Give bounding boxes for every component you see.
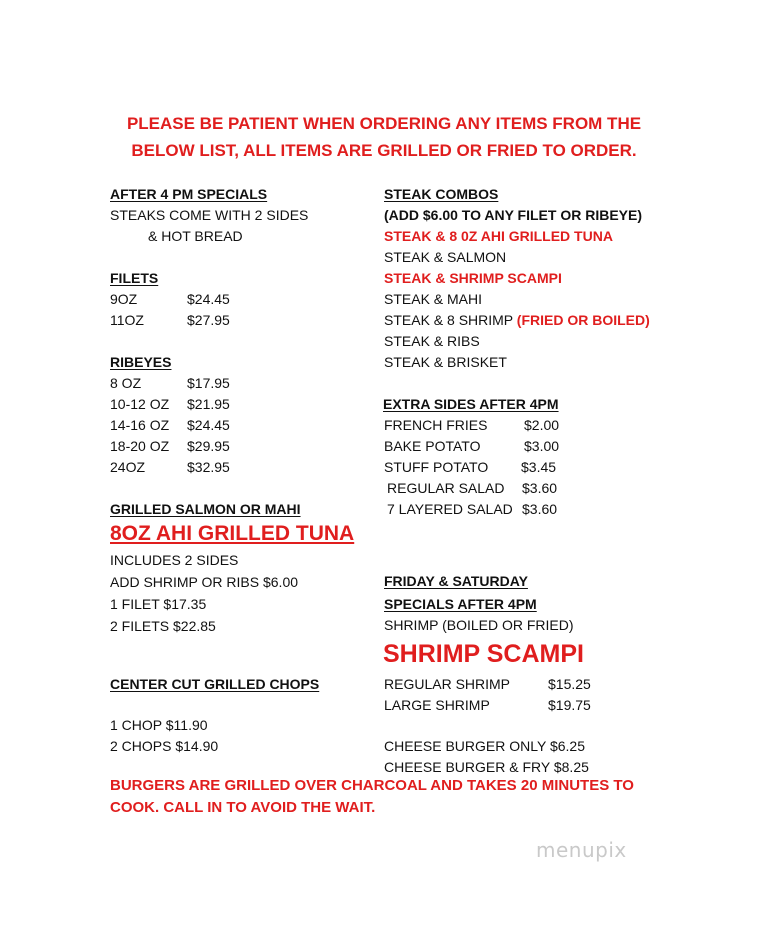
burger-line: CHEESE BURGER & FRY $8.25 bbox=[384, 759, 589, 775]
salmon-line: 1 FILET $17.35 bbox=[110, 596, 207, 612]
combo-item: STEAK & MAHI bbox=[384, 291, 483, 307]
after4-line-2: & HOT BREAD bbox=[148, 228, 243, 244]
filets-heading: FILETS bbox=[110, 270, 159, 286]
notice-line-2: BELOW LIST, ALL ITEMS ARE GRILLED OR FRIED TO ORDER. bbox=[131, 141, 637, 160]
ribeye-size: 24OZ bbox=[110, 459, 146, 475]
weekend-line: SHRIMP (BOILED OR FRIED) bbox=[384, 617, 574, 633]
side-price: $3.60 bbox=[522, 480, 558, 496]
ribeye-size: 8 OZ bbox=[110, 375, 142, 391]
combo-item-text: STEAK & 8 SHRIMP bbox=[384, 312, 513, 328]
ribeye-size: 14-16 OZ bbox=[110, 417, 170, 433]
chops-heading: CENTER CUT GRILLED CHOPS bbox=[110, 676, 320, 692]
combo-item: STEAK & 8 0Z AHI GRILLED TUNA bbox=[384, 228, 613, 244]
salmon-heading: GRILLED SALMON OR MAHI bbox=[110, 501, 301, 517]
sides-heading: EXTRA SIDES AFTER 4PM bbox=[383, 396, 559, 412]
side-price: $3.45 bbox=[521, 459, 557, 475]
combos-heading: STEAK COMBOS bbox=[384, 186, 499, 202]
combo-item bbox=[384, 311, 650, 329]
ribeye-size: 18-20 OZ bbox=[110, 438, 170, 454]
shrimp-scampi-heading: SHRIMP SCAMPI bbox=[383, 640, 584, 668]
ribeye-price: $29.95 bbox=[187, 438, 230, 454]
chop-line: 2 CHOPS $14.90 bbox=[110, 738, 219, 754]
ribeye-price: $21.95 bbox=[187, 396, 230, 412]
weekend-heading-2: SPECIALS AFTER 4PM bbox=[384, 596, 537, 612]
ribeye-price: $32.95 bbox=[187, 459, 230, 475]
filet-price: $27.95 bbox=[187, 312, 230, 328]
side-name: BAKE POTATO bbox=[384, 438, 481, 454]
salmon-line: INCLUDES 2 SIDES bbox=[110, 552, 239, 568]
chop-line: 1 CHOP $11.90 bbox=[110, 717, 208, 733]
side-price: $3.60 bbox=[522, 501, 558, 517]
side-price: $2.00 bbox=[524, 417, 560, 433]
shrimp-price: $19.75 bbox=[548, 697, 591, 713]
side-price: $3.00 bbox=[524, 438, 560, 454]
burger-line: CHEESE BURGER ONLY $6.25 bbox=[384, 738, 586, 754]
filet-price: $24.45 bbox=[187, 291, 230, 307]
ahi-tuna-heading: 8OZ AHI GRILLED TUNA bbox=[110, 522, 355, 545]
filet-size: 9OZ bbox=[110, 291, 138, 307]
burger-footer-note: BURGERS ARE GRILLED OVER CHARCOAL AND TAKES 20 MINUTES TO COOK. CALL IN TO AVOID THE WAIT. bbox=[110, 777, 634, 816]
notice-line-1: PLEASE BE PATIENT WHEN ORDERING ANY ITEMS FROM THE bbox=[126, 114, 642, 133]
side-name: 7 LAYERED SALAD bbox=[387, 501, 513, 517]
ribeye-size: 10-12 OZ bbox=[110, 396, 170, 412]
combo-item: STEAK & SHRIMP SCAMPI bbox=[384, 270, 562, 286]
salmon-line: ADD SHRIMP OR RIBS $6.00 bbox=[110, 574, 299, 590]
side-name: FRENCH FRIES bbox=[384, 417, 488, 433]
side-name: STUFF POTATO bbox=[384, 459, 489, 475]
ribeye-price: $24.45 bbox=[187, 417, 230, 433]
combo-item: STEAK & BRISKET bbox=[384, 354, 507, 370]
weekend-heading-1: FRIDAY & SATURDAY bbox=[384, 573, 528, 589]
combo-item: STEAK & RIBS bbox=[384, 333, 480, 349]
shrimp-price: $15.25 bbox=[548, 676, 591, 692]
ribeye-price: $17.95 bbox=[187, 375, 230, 391]
after4-line-1: STEAKS COME WITH 2 SIDES bbox=[110, 207, 309, 223]
ribeyes-heading: RIBEYES bbox=[110, 354, 172, 370]
side-name: REGULAR SALAD bbox=[387, 480, 505, 496]
filet-size: 11OZ bbox=[110, 312, 144, 328]
shrimp-name: LARGE SHRIMP bbox=[384, 697, 490, 713]
shrimp-name: REGULAR SHRIMP bbox=[384, 676, 511, 692]
menupix-watermark: menupix bbox=[536, 838, 627, 862]
fried-or-boiled-note: (FRIED OR BOILED) bbox=[516, 312, 650, 328]
combos-note: (ADD $6.00 TO ANY FILET OR RIBEYE) bbox=[384, 207, 643, 223]
salmon-line: 2 FILETS $22.85 bbox=[110, 618, 216, 634]
combo-item: STEAK & SALMON bbox=[384, 249, 507, 265]
order-notice bbox=[40, 110, 728, 164]
after4-heading: AFTER 4 PM SPECIALS bbox=[110, 186, 268, 202]
